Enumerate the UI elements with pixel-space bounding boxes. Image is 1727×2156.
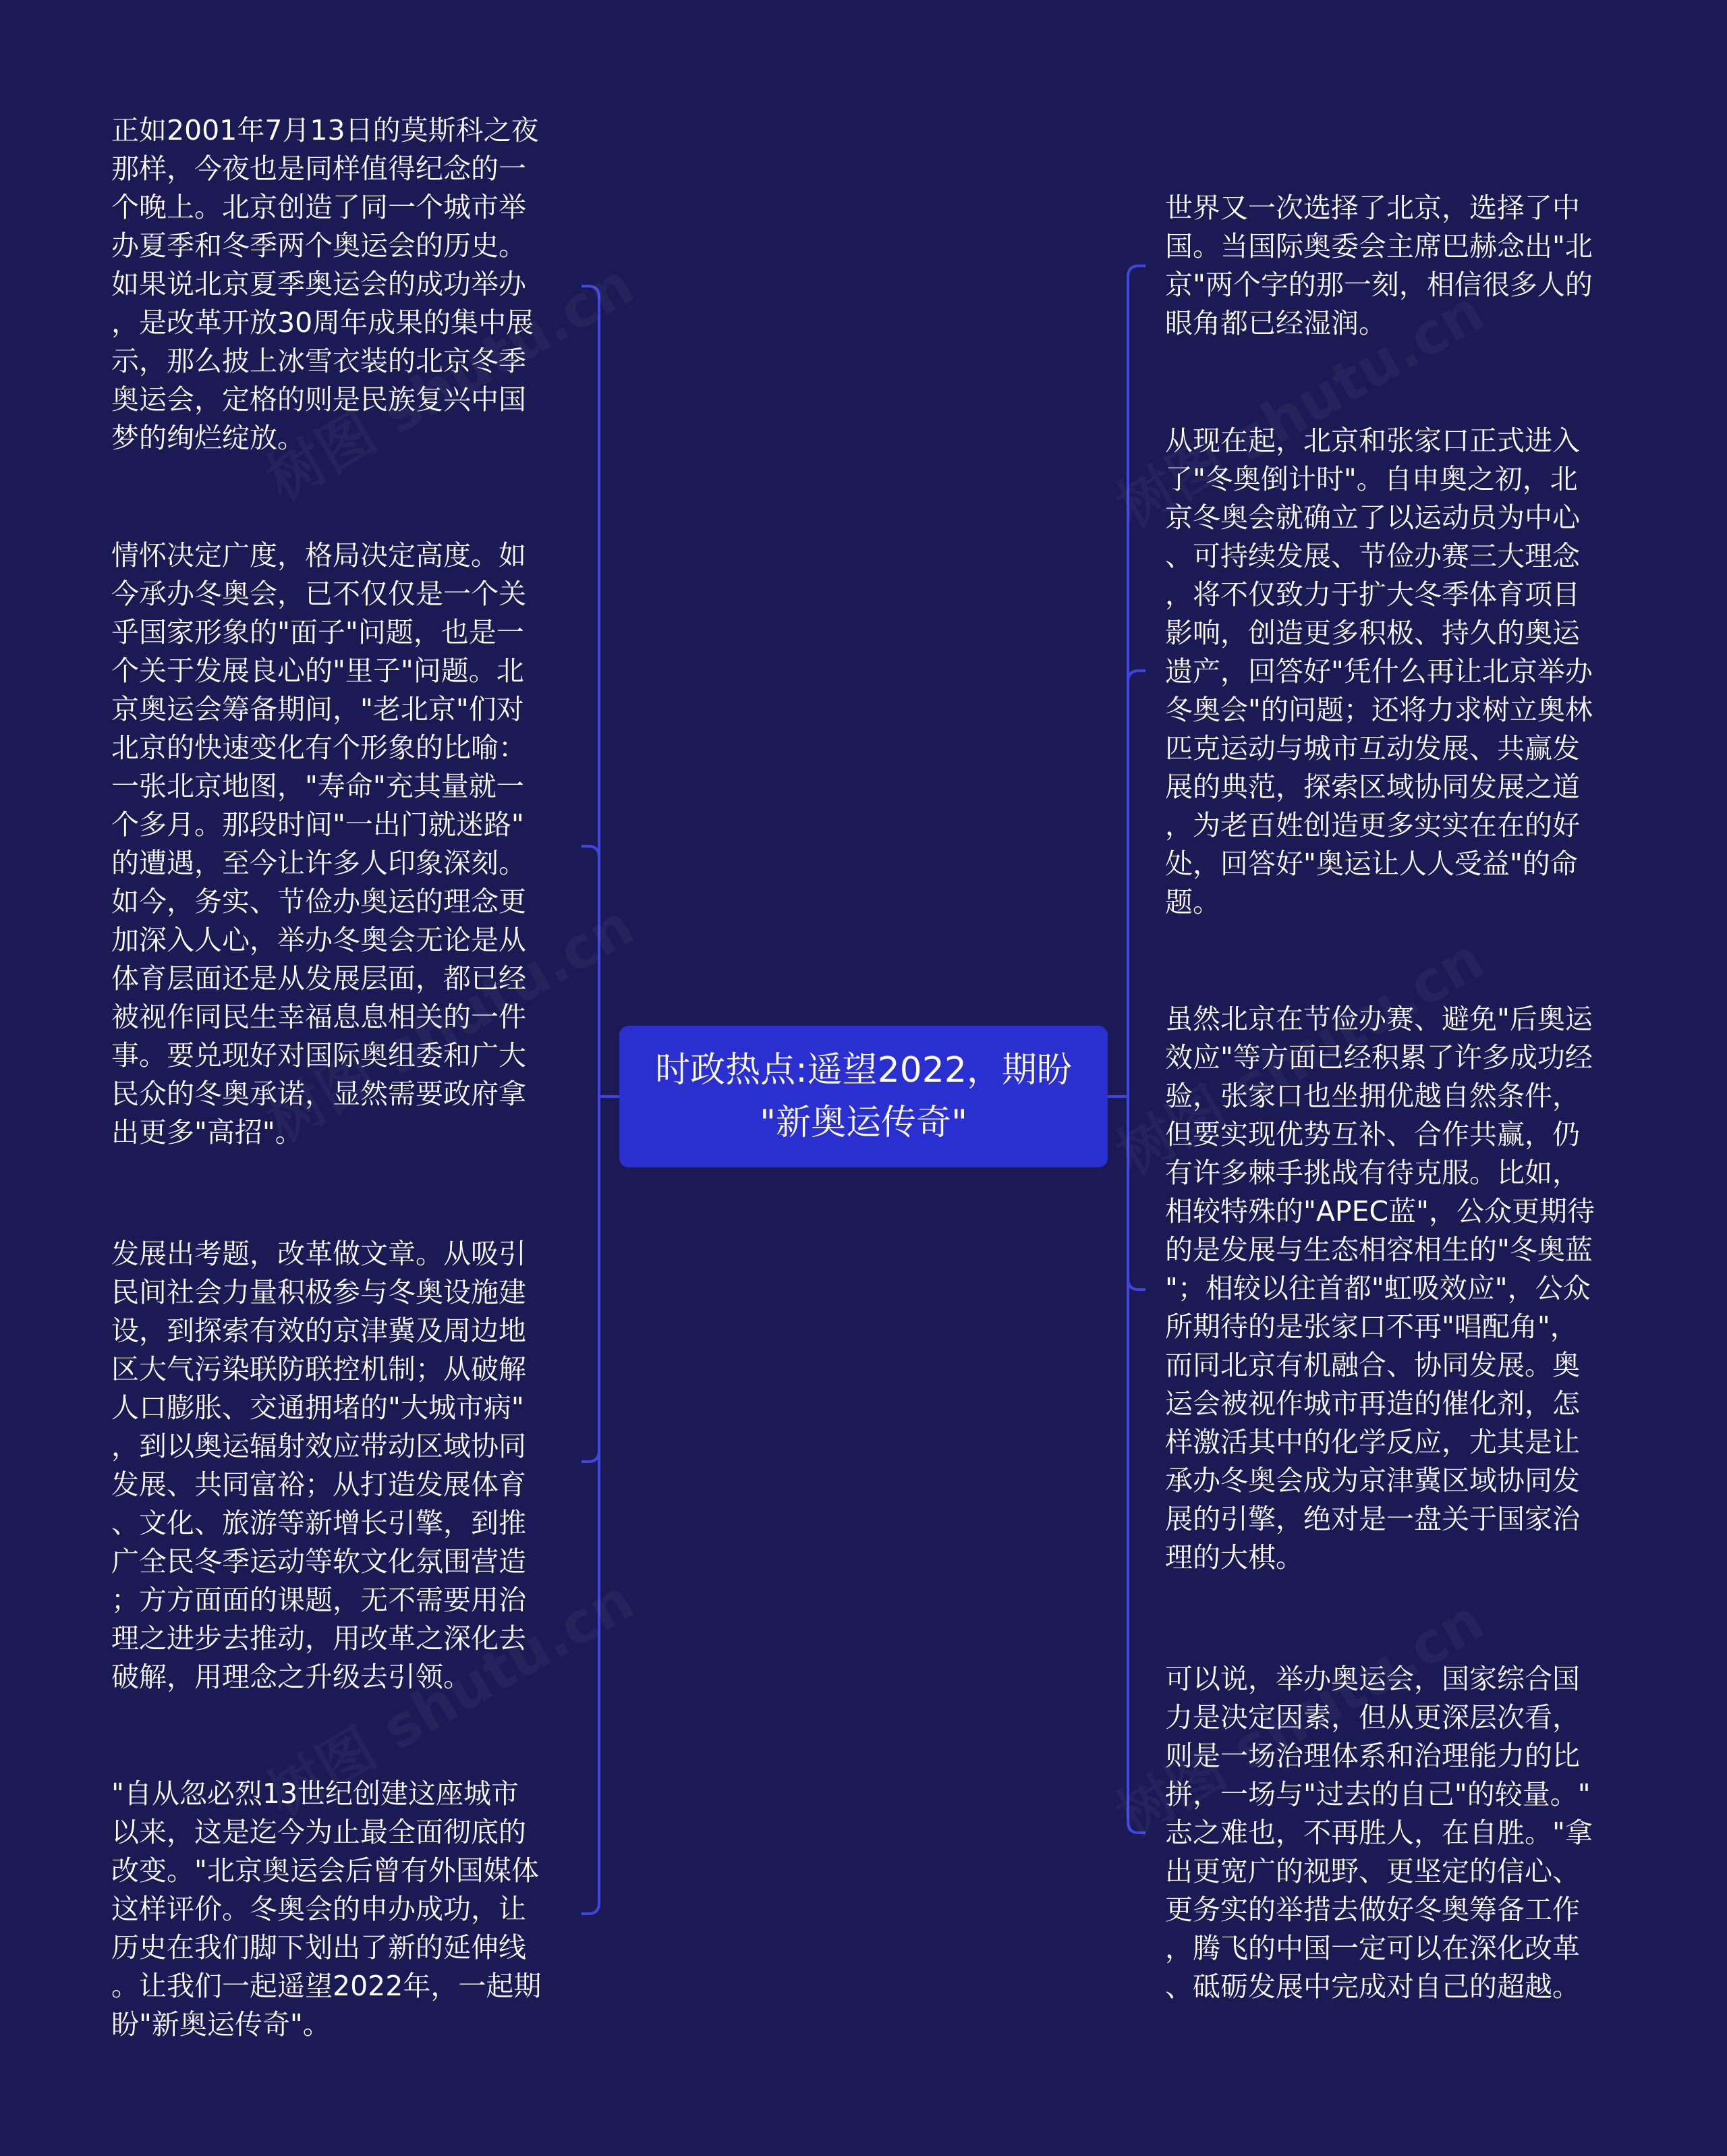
branch-node-right-3[interactable]: 虽然北京在节俭办赛、避免"后奥运 效应"等方面已经积累了许多成功经 验，张家口也坐拥优越自然条件， 但要实现优势互补、合作共赢，仍 有许多棘手挑战有待克服。比如， 相较特殊的"APEC蓝"，公众更期待 的是发展与生态相容相生的"冬奥蓝 "；相较以往首都"虹吸效应"，公众 所期待的是张家口不再"唱配角"， 而同北京有机融合、协同发展。奥 运会被视作城市再造的催化剂，怎 样激活其中的化学反应，尤其是让 承办冬奥会成为京津冀区域协同发 展的引擎，绝对是一盘关于国家治 理的大棋。 <box>1165 1003 1595 1574</box>
connector-left-3 <box>582 1451 599 1462</box>
root-topic-title: 时政热点:遥望2022，期盼 "新奥运传奇" <box>655 1050 1072 1143</box>
branch-node-right-4[interactable]: 可以说，举办奥运会，国家综合国 力是决定因素，但从更深层次看， 则是一场治理体系和治理能力的比 拼，一场与"过去的自己"的较量。" 志之难也，不再胜人，在自胜。"拿 出更宽广的视野、更坚定的信心、 更务实的举措去做好冬奥筹备工作 ，腾飞的中国一定可以在深化改革 、砥砺发展中完成对自己的超越。 <box>1165 1663 1593 2003</box>
branch-node-right-1[interactable]: 世界又一次选择了北京，选择了中 国。当国际奥委会主席巴赫念出"北 京"两个字的那一刻，相信很多人的 眼角都已经湿润。 <box>1165 192 1593 339</box>
branch-node-left-2[interactable]: 情怀决定广度，格局决定高度。如 今承办冬奥会，已不仅仅是一个关 乎国家形象的"面子"问题，也是一 个关于发展良心的"里子"问题。北 京奥运会筹备期间，"老北京"们对 北京的快速变化有个形象的比喻： 一张北京地图，"寿命"充其量就一 个多月。那段时间"一出门就迷路" 的遭遇，至今让许多人印象深刻。 如今，务实、节俭办奥运的理念更 加深入人心，举办冬奥会无论是从 体育层面还是从发展层面，都已经 被视作同民生幸福息息相关的一件 事。要兑现好对国际奥组委和广大 民众的冬奥承诺，显然需要政府拿 出更多"高招"。 <box>111 539 526 1149</box>
connector-right-3 <box>1128 1279 1145 1290</box>
branch-node-right-2[interactable]: 从现在起，北京和张家口正式进入 了"冬奥倒计时"。自申奥之初，北 京冬奥会就确立了以运动员为中心 、可持续发展、节俭办赛三大理念 ，将不仅致力于扩大冬季体育项目 影响，创造更多积极、持久的奥运 遗产，回答好"凭什么再让北京举办 冬奥会"的问题；还将力求树立奥林 匹克运动与城市互动发展、共赢发 展的典范，探索区域协同发展之道 ，为老百姓创造更多实实在在的好 处，回答好"奥运让人人受益"的命 题。 <box>1165 424 1593 918</box>
connector-right-2 <box>1128 671 1145 682</box>
branch-node-left-3[interactable]: 发展出考题，改革做文章。从吸引 民间社会力量积极参与冬奥设施建 设，到探索有效的京津冀及周边地 区大气污染联防联控机制；从破解 人口膨胀、交通拥堵的"大城市病" ，到以奥运辐射效应带动区域协同 发展、共同富裕；从打造发展体育 、文化、旅游等新增长引擎，到推 广全民冬季运动等软文化氛围营造 ；方方面面的课题，无不需要用治 理之进步去推动，用改革之深化去 破解，用理念之升级去引领。 <box>111 1238 526 1693</box>
connector-right-4 <box>1128 1822 1145 1833</box>
connector-left-2 <box>582 846 599 857</box>
root-topic-node[interactable] <box>619 1026 1108 1167</box>
connector-left-4 <box>582 1903 599 1914</box>
connector-left-1 <box>582 286 599 297</box>
branch-node-left-1[interactable]: 正如2001年7月13日的莫斯科之夜 那样，今夜也是同样值得纪念的一 个晚上。北京创造了同一个城市举 办夏季和冬季两个奥运会的历史。 如果说北京夏季奥运会的成功举办 ，是改革开放30周年成果的集中展 示，那么披上冰雪衣装的北京冬季 奥运会，定格的则是民族复兴中国 梦的绚烂绽放。 <box>111 114 539 454</box>
connector-right-1 <box>1128 266 1145 277</box>
branch-node-left-4[interactable]: "自从忽必烈13世纪创建这座城市 以来，这是迄今为止最全面彻底的 改变。"北京奥运会后曾有外国媒体 这样评价。冬奥会的申办成功，让 历史在我们脚下划出了新的延伸线 。让我们一起遥望2022年，一起期 盼"新奥运传奇"。 <box>111 1777 542 2041</box>
